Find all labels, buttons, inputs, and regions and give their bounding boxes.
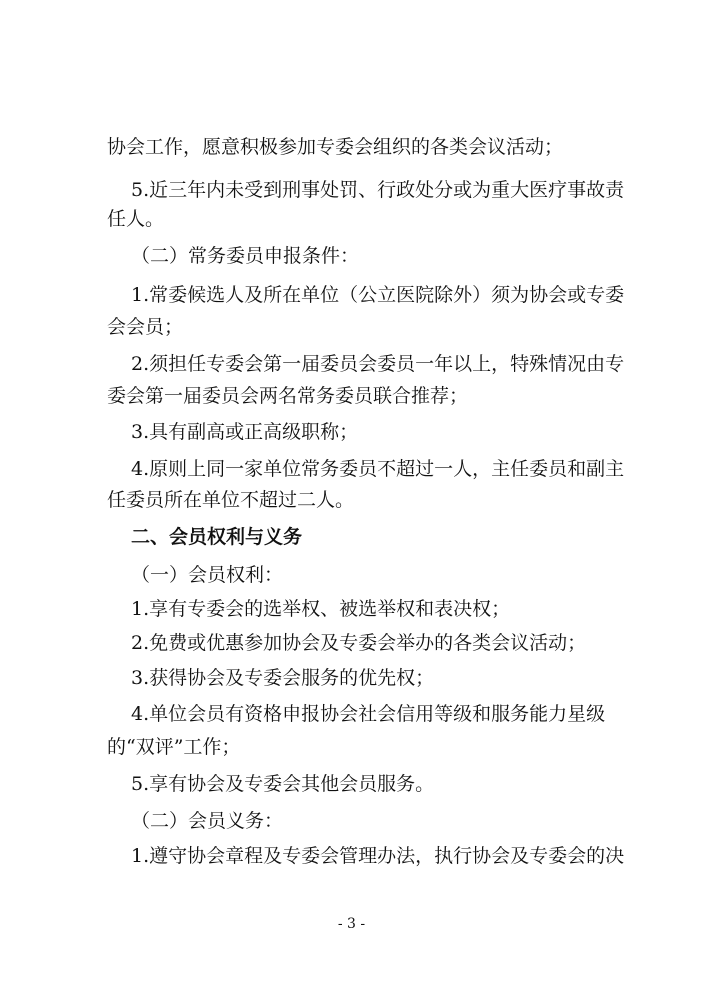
text-line-8: 委会第一届委员会两名常务委员联合推荐； <box>107 385 469 407</box>
text-line-1: 协会工作，愿意积极参加专委会组织的各类会议活动； <box>107 136 564 158</box>
text-line-21: 1.遵守协会章程及专委会管理办法，执行协会及专委会的决 <box>131 845 625 867</box>
sub-heading-standing-members: （二）常务委员申报条件： <box>131 245 360 267</box>
text-line-11: 任委员所在单位不超过二人。 <box>107 489 355 511</box>
page-number: - 3 - <box>337 916 366 932</box>
text-line-3: 任人。 <box>107 208 165 230</box>
sub-heading-member-rights: （一）会员权利： <box>131 564 284 586</box>
text-line-7: 2.须担任专委会第一届委员会委员一年以上，特殊情况由专 <box>131 353 625 375</box>
text-line-9: 3.具有副高或正高级职称； <box>131 421 359 443</box>
text-line-14: 1.享有专委会的选举权、被选举权和表决权； <box>131 598 511 620</box>
text-line-18: 的“双评”工作； <box>107 736 241 758</box>
text-line-19: 5.享有协会及专委会其他会员服务。 <box>131 773 435 795</box>
text-line-16: 3.获得协会及专委会服务的优先权； <box>131 667 435 689</box>
text-line-10: 4.原则上同一家单位常务委员不超过一人，主任委员和副主 <box>131 458 625 480</box>
sub-heading-member-obligations: （二）会员义务： <box>131 810 284 832</box>
text-line-17: 4.单位会员有资格申报协会社会信用等级和服务能力星级 <box>131 703 606 725</box>
text-line-6: 会会员； <box>107 316 184 338</box>
text-line-15: 2.免费或优惠参加协会及专委会举办的各类会议活动； <box>131 632 587 654</box>
text-line-5: 1.常委候选人及所在单位（公立医院除外）须为协会或专委 <box>131 284 625 306</box>
text-line-2: 5.近三年内未受到刑事处罚、行政处分或为重大医疗事故责 <box>131 179 625 201</box>
section-heading-rights-obligations: 二、会员权利与义务 <box>131 526 303 548</box>
